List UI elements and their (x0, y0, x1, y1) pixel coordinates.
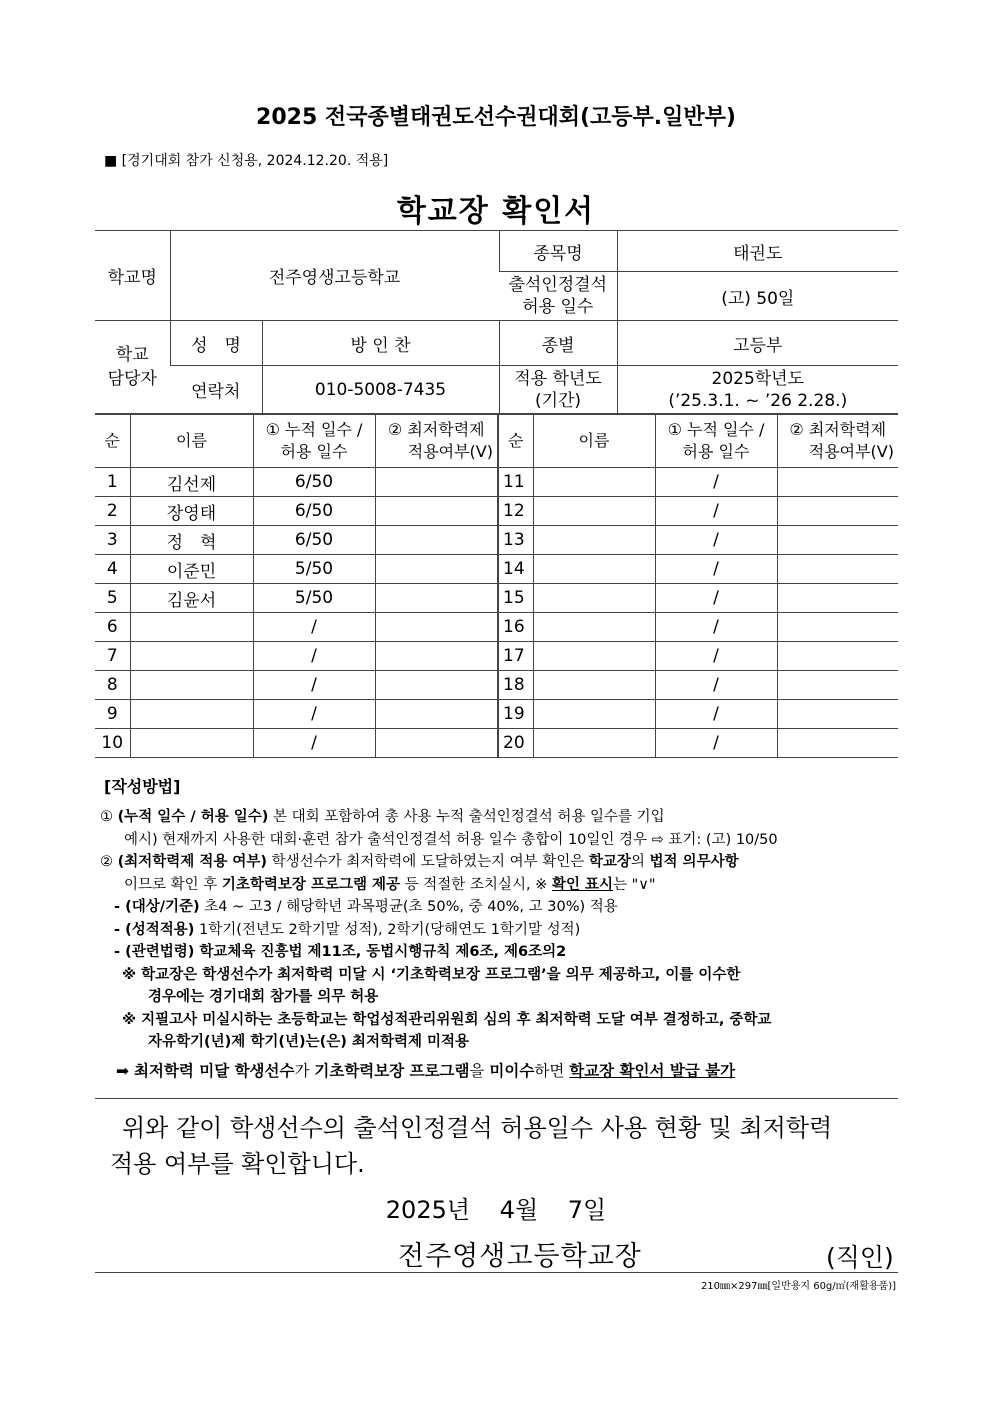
note-2-text: 학생선수가 최저학력에 도달하였는지 여부 확인은 (267, 854, 589, 870)
bullet-grades-heading: - (성적적용) (114, 921, 195, 938)
final-f: 하면 (534, 1061, 570, 1080)
note-1-heading: (누적 일수 / 허용 일수) (117, 809, 269, 825)
row-name: 김윤서 (130, 584, 253, 613)
seal-label: (직인) (826, 1243, 894, 1272)
row-days-2: / (655, 497, 777, 526)
name-value: 방 인 찬 (262, 321, 499, 366)
header-name: 이름 (130, 415, 253, 468)
note-1-example: 예시) 현재까지 사용한 대회·훈련 참가 출석인정결석 허용 일수 총합이 10일인 경우 ⇨ 표기: (고) 10/50 (124, 831, 778, 848)
final-a: 최저학력 미달 학생선수 (133, 1061, 295, 1080)
note-2-line-2e: 는 "∨" (613, 876, 656, 893)
row-name-2 (533, 468, 655, 497)
year-value (617, 366, 898, 414)
row-no-2: 18 (498, 671, 533, 700)
sub-note-2: ※ 지필고사 미실시하는 초등학교는 학업성적관리위원회 심의 후 최저학력 도달 여부 결정하고, 중학교 (122, 1011, 772, 1028)
event-label: 종목명 (499, 231, 617, 272)
header-apply-2-line-2: 적용여부(V) (808, 442, 894, 461)
usage-note: ■ [경기대회 참가 신청용, 2024.12.20. 적용] (104, 153, 389, 169)
row-name (130, 642, 253, 671)
note-2-line-2 (100, 874, 900, 897)
row-no-2: 16 (498, 613, 533, 642)
row-days-2: / (655, 526, 777, 555)
row-apply-2 (777, 671, 898, 700)
manager-label-line-1: 학교 (115, 345, 149, 365)
event-value: 태권도 (617, 231, 898, 272)
row-name: 장영태 (130, 497, 253, 526)
method-title: [작성방법] (104, 777, 181, 796)
row-days-2: / (655, 584, 777, 613)
issue-date: 2025년 4월 7일 (385, 1196, 607, 1224)
row-no-2: 20 (498, 729, 533, 758)
divider-top (95, 1098, 898, 1099)
table-row (95, 555, 898, 584)
info-table (95, 230, 898, 414)
row-apply (375, 555, 498, 584)
bullet-target-text: 초4 ~ 고3 / 해당학년 과목평균(초 50%, 중 40%, 고 30%) 적용 (199, 899, 618, 915)
note-2-program: 기초학력보장 프로그램 제공 (221, 876, 401, 893)
row-no: 9 (95, 700, 130, 729)
header-days-line-1: ① 누적 일수 / (265, 420, 363, 439)
row-name: 이준민 (130, 555, 253, 584)
final-d: 을 (469, 1061, 490, 1080)
row-days: / (253, 642, 375, 671)
row-days: / (253, 700, 375, 729)
row-no-2: 15 (498, 584, 533, 613)
note-2-duty: 법적 의무사항 (649, 854, 739, 870)
note-2-heading: (최저학력제 적용 여부) (117, 854, 268, 870)
header-days-2-line-1: ① 누적 일수 / (667, 420, 765, 439)
school-value: 전주영생고등학교 (170, 231, 499, 321)
row-apply (375, 613, 498, 642)
row-name: 정 혁 (130, 526, 253, 555)
row-no: 3 (95, 526, 130, 555)
principal-title: 전주영생고등학교장 (398, 1241, 642, 1272)
table-row (95, 729, 898, 758)
row-apply-2 (777, 526, 898, 555)
bullet-law (100, 941, 900, 964)
header-days-2-line-2: 허용 일수 (682, 442, 750, 461)
header-apply-line-2: 적용여부(V) (407, 442, 493, 461)
arrow-icon: ➡ (116, 1061, 129, 1080)
name-label: 성 명 (170, 321, 262, 366)
row-name (130, 700, 253, 729)
row-days: / (253, 671, 375, 700)
row-days: / (253, 729, 375, 758)
bullet-law-text: - (관련법령) 학교체육 진흥법 제11조, 동법시행규칙 제6조, 제6조의2 (114, 944, 567, 960)
sub-note-2-cont: 자유학기(년)제 학기(년)는(은) 최저학력제 미적용 (148, 1034, 470, 1050)
row-name-2 (533, 497, 655, 526)
row-days-2: / (655, 613, 777, 642)
row-name-2 (533, 700, 655, 729)
sub-note-1-cont: 경우에는 경기대회 참가를 의무 허용 (148, 989, 379, 1005)
header-apply-2 (777, 415, 898, 468)
note-2-principal: 학교장 (588, 854, 631, 870)
final-e: 미이수 (489, 1061, 535, 1080)
row-name-2 (533, 526, 655, 555)
row-name-2 (533, 671, 655, 700)
final-g: 학교장 확인서 발급 불가 (569, 1061, 736, 1080)
row-no-2: 19 (498, 700, 533, 729)
row-name-2 (533, 555, 655, 584)
school-label: 학교명 (95, 231, 170, 321)
row-apply (375, 526, 498, 555)
row-apply (375, 468, 498, 497)
contact-value: 010-5008-7435 (262, 366, 499, 414)
table-row (95, 468, 898, 497)
row-no: 10 (95, 729, 130, 758)
header-apply-2-line-1: ② 최저학력제 (789, 420, 887, 439)
row-days: 5/50 (253, 555, 375, 584)
row-days-2: / (655, 729, 777, 758)
header-days-2 (655, 415, 777, 468)
paper-spec: 210㎜×297㎜[일반용지 60g/㎡(재활용품)] (700, 1281, 896, 1292)
row-days-2: / (655, 468, 777, 497)
bullet-target-heading: - (대상/기준) (114, 899, 200, 915)
division-value: 고등부 (617, 321, 898, 366)
note-2-text-2: 의 (630, 854, 650, 870)
row-apply-2 (777, 642, 898, 671)
table-row (95, 584, 898, 613)
table-row (95, 497, 898, 526)
row-apply (375, 729, 498, 758)
row-name-2 (533, 642, 655, 671)
year-value-line-2: (’25.3.1. ~ ’26 2.28.) (668, 390, 848, 411)
row-days: 5/50 (253, 584, 375, 613)
row-name (130, 729, 253, 758)
confirm-text (110, 1110, 900, 1182)
row-name-2 (533, 729, 655, 758)
row-apply-2 (777, 468, 898, 497)
row-apply (375, 497, 498, 526)
confirm-line-2: 적용 여부를 확인합니다. (110, 1150, 365, 1178)
row-apply-2 (777, 613, 898, 642)
table-row (95, 671, 898, 700)
header-days (253, 415, 375, 468)
row-no-2: 12 (498, 497, 533, 526)
row-no: 1 (95, 468, 130, 497)
certificate-title: 학교장 확인서 (396, 194, 596, 229)
allow-value: (고) 50일 (617, 272, 898, 321)
bullet-grades-text: 1학기(전년도 2학기말 성적), 2학기(당해연도 1학기말 성적) (194, 921, 581, 938)
final-b: 가 (294, 1061, 315, 1080)
row-days: 6/50 (253, 497, 375, 526)
row-no: 5 (95, 584, 130, 613)
row-no-2: 11 (498, 468, 533, 497)
final-warning (100, 1060, 900, 1083)
manager-label (95, 321, 170, 414)
student-table (95, 414, 898, 758)
note-1-text: 본 대회 포함하여 총 사용 누적 출석인정결석 허용 일수를 기입 (268, 809, 665, 825)
header-name-2: 이름 (533, 415, 655, 468)
sub-note-1: ※ 학교장은 학생선수가 최저학력 미달 시 ‘기초학력보장 프로그램’을 의무 제공하고, 이를 이수한 (122, 966, 741, 983)
row-apply-2 (777, 497, 898, 526)
row-days: 6/50 (253, 526, 375, 555)
row-days: 6/50 (253, 468, 375, 497)
row-no: 4 (95, 555, 130, 584)
row-apply-2 (777, 700, 898, 729)
allow-label (499, 272, 617, 321)
row-no-2: 13 (498, 526, 533, 555)
table-row (95, 526, 898, 555)
year-value-line-1: 2025학년도 (711, 368, 805, 389)
table-row (95, 642, 898, 671)
header-no-2: 순 (498, 415, 533, 468)
row-days-2: / (655, 700, 777, 729)
manager-label-line-2: 담당자 (107, 369, 157, 389)
header-no: 순 (95, 415, 130, 468)
row-name-2 (533, 613, 655, 642)
row-days-2: / (655, 671, 777, 700)
row-apply-2 (777, 555, 898, 584)
header-apply (375, 415, 498, 468)
row-apply-2 (777, 584, 898, 613)
contact-label: 연락처 (170, 366, 262, 414)
table-row (95, 700, 898, 729)
division-label: 종별 (499, 321, 617, 366)
row-no: 2 (95, 497, 130, 526)
divider-bottom (95, 1272, 898, 1273)
row-apply (375, 642, 498, 671)
method-notes (100, 806, 900, 1082)
row-apply-2 (777, 729, 898, 758)
allow-label-line-2: 허용 일수 (522, 297, 594, 317)
document-title: 2025 전국종별태권도선수권대회(고등부.일반부) (256, 105, 736, 130)
note-1 (100, 806, 900, 829)
note-2-line-2c: 등 적절한 조치실시, ※ (400, 876, 552, 893)
year-label-line-1: 적용 학년도 (514, 368, 602, 389)
row-days-2: / (655, 642, 777, 671)
note-2-line-2a: 이므로 확인 후 (124, 876, 222, 893)
bullet-target (100, 896, 900, 919)
row-name-2 (533, 584, 655, 613)
row-no: 7 (95, 642, 130, 671)
confirm-line-1: 위와 같이 학생선수의 출석인정결석 허용일수 사용 현황 및 최저학력 (122, 1114, 833, 1142)
year-label (499, 366, 617, 414)
final-c: 기초학력보장 프로그램 (314, 1061, 470, 1080)
row-apply (375, 584, 498, 613)
row-name (130, 613, 253, 642)
row-no-2: 14 (498, 555, 533, 584)
note-2-check-mark: 확인 표시 (551, 876, 614, 893)
table-row (95, 613, 898, 642)
row-no: 6 (95, 613, 130, 642)
bullet-grades (100, 919, 900, 942)
row-apply (375, 700, 498, 729)
year-label-line-2: (기간) (534, 390, 582, 411)
row-apply (375, 671, 498, 700)
note-2-mark: ② (100, 854, 113, 870)
header-days-line-2: 허용 일수 (280, 442, 348, 461)
row-name: 김선제 (130, 468, 253, 497)
note-2 (100, 851, 900, 874)
row-name (130, 671, 253, 700)
header-apply-line-1: ② 최저학력제 (387, 420, 485, 439)
allow-label-line-1: 출석인정결석 (508, 275, 608, 295)
row-no: 8 (95, 671, 130, 700)
row-no-2: 17 (498, 642, 533, 671)
note-1-mark: ① (100, 809, 113, 825)
row-days-2: / (655, 555, 777, 584)
row-days: / (253, 613, 375, 642)
